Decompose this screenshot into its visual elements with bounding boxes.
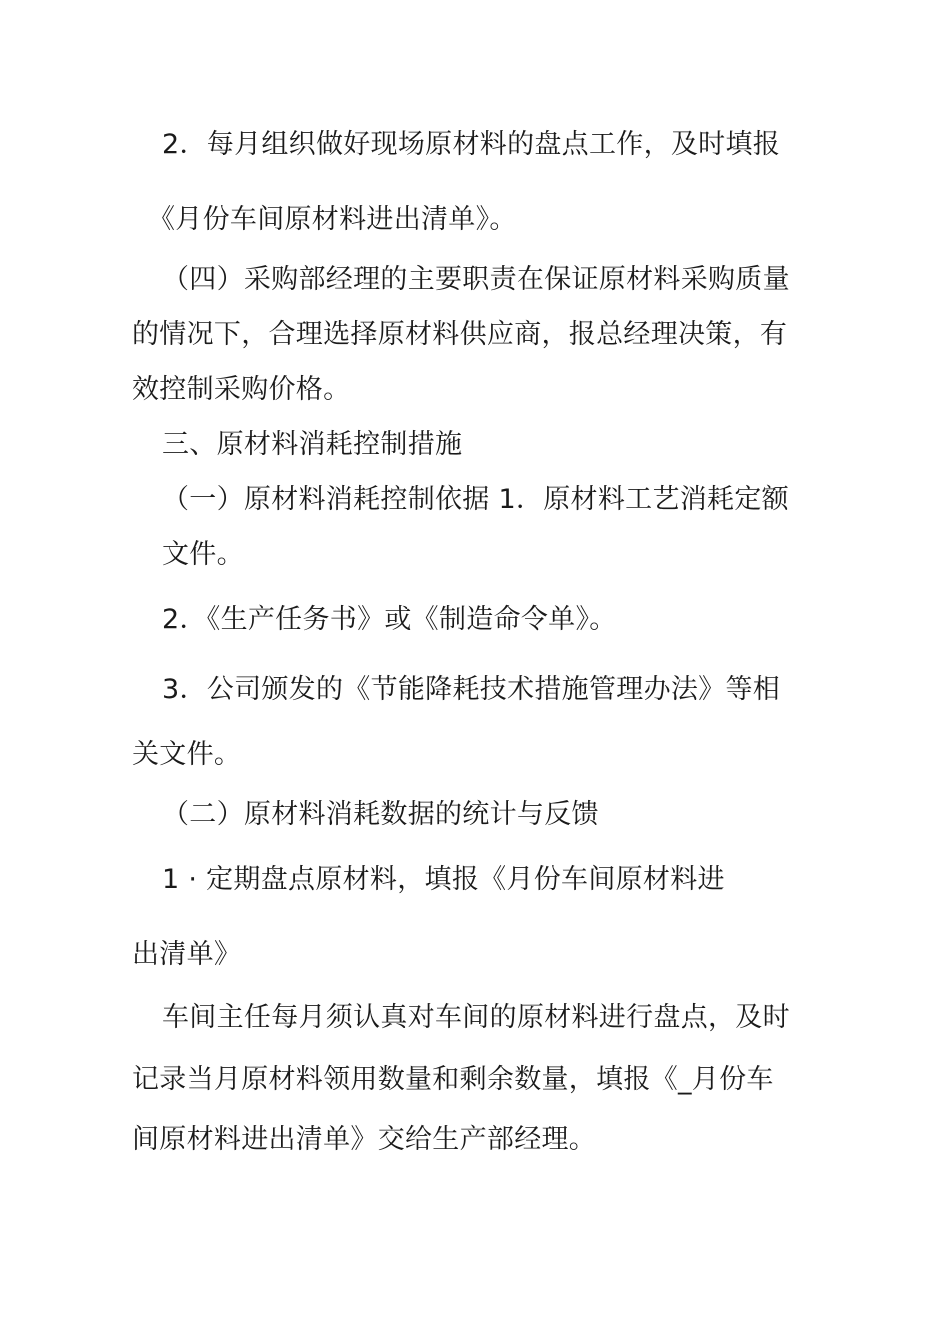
text-line-10: 3．公司颁发的《节能降耗技术措施管理办法》等相 (162, 674, 781, 705)
text-line-7: （一）原材料消耗控制依据 1．原材料工艺消耗定额 (162, 484, 789, 515)
text-line-1: 2．每月组织做好现场原材料的盘点工作，及时填报 (162, 129, 781, 160)
text-line-11: 关文件。 (132, 739, 242, 770)
text-line-3: （四）采购部经理的主要职责在保证原材料采购质量 (162, 264, 790, 295)
text-line-17: 间原材料进出清单》交给生产部经理。 (132, 1124, 597, 1155)
text-line-15: 车间主任每月须认真对车间的原材料进行盘点，及时 (162, 1002, 790, 1033)
text-line-14: 出清单》 (132, 939, 242, 970)
text-line-13: 1 · 定期盘点原材料，填报《月份车间原材料进 (162, 864, 725, 895)
text-line-8: 文件。 (162, 539, 244, 570)
text-line-5: 效控制采购价格。 (132, 374, 351, 405)
text-line-9: 2．《生产任务书》或《制造命令单》。 (162, 604, 617, 635)
section-heading: 三、原材料消耗控制措施 (162, 429, 463, 460)
text-line-4: 的情况下，合理选择原材料供应商，报总经理决策，有 (132, 319, 788, 350)
text-line-16: 记录当月原材料领用数量和剩余数量，填报《_月份车 (132, 1064, 774, 1095)
text-line-2: 《月份车间原材料进出清单》。 (148, 204, 517, 235)
subsection-heading: （二）原材料消耗数据的统计与反馈 (162, 799, 599, 830)
